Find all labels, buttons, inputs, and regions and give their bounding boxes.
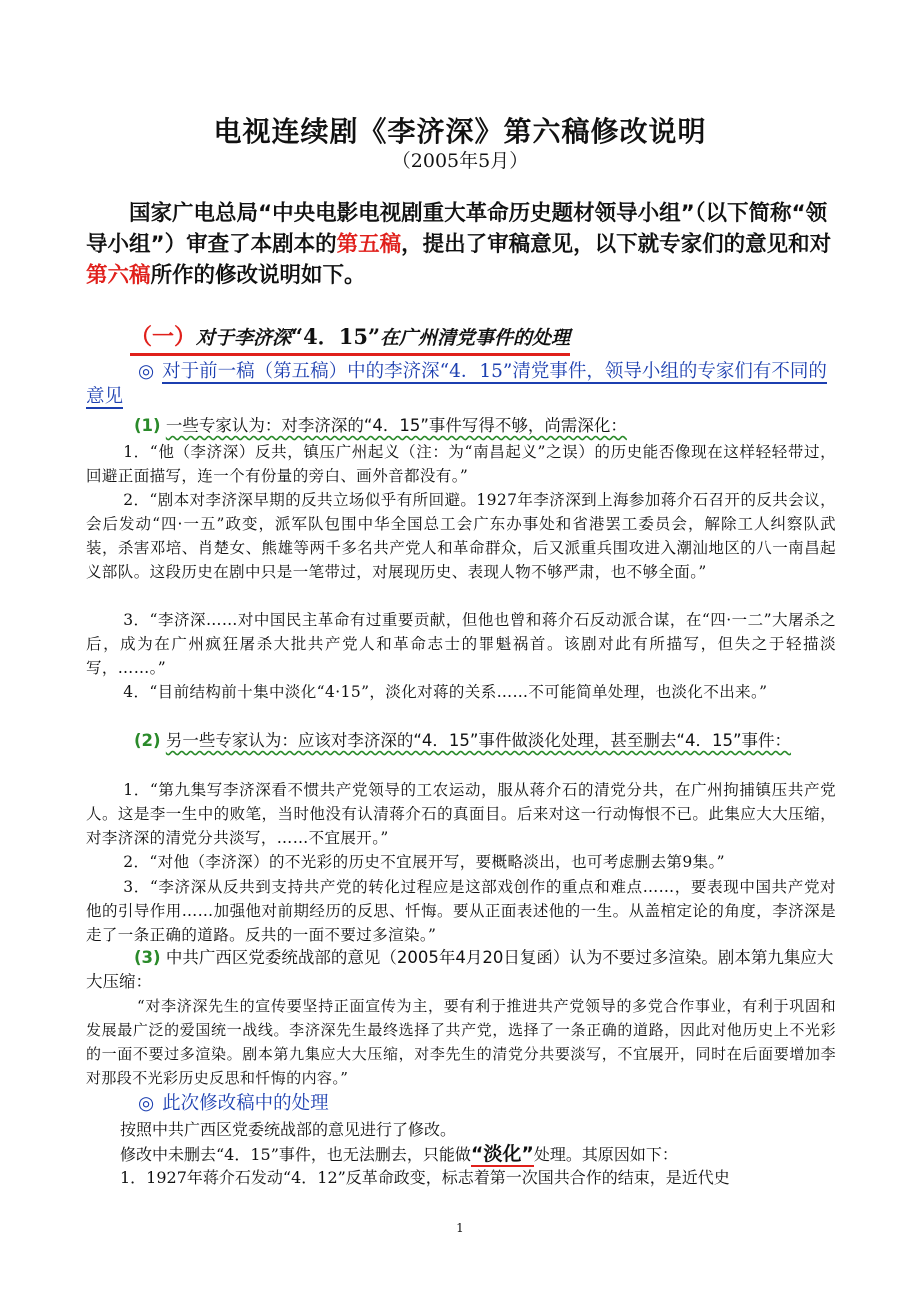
revision-line-2-pre: 修改中未删去“4．15”事件，也无法删去，只能做: [120, 1145, 471, 1164]
point-1-text: 一些专家认为：对李济深的“4．15”事件写得不够，尚需深化：: [165, 416, 627, 435]
point-3-number: (3): [134, 948, 161, 967]
point-2-text: 另一些专家认为：应该对李济深的“4．15”事件做淡化处理，甚至删去“4．15”事件：: [165, 731, 792, 750]
revision-line-2: [120, 1142, 836, 1167]
point-1-heading: [86, 414, 836, 438]
list-item: 3．“李济深……对中国民主革命有过重要贡献，但他也曾和蒋介石反动派合谋，在“四·一二”大屠杀之后，成为在广州疯狂屠杀大批共产党人和革命志士的罪魁祸首。该剧对此有所描写，但失之于轻描淡写，……。”: [86, 611, 836, 677]
revision-line-3: 1．1927年蒋介石发动“4．12”反革命政变，标志着第一次国共合作的结束，是近代史: [120, 1168, 730, 1187]
revision-line-1: 按照中共广西区党委统战部的意见进行了修改。: [120, 1120, 457, 1139]
list-item: 2．“对他（李济深）的不光彩的历史不宜展开写，要概略淡出，也可考虑删去第9集。”: [123, 853, 726, 871]
section-text-a: 对于李济深: [196, 327, 292, 349]
desalinate-emphasis: “淡化”: [470, 1143, 534, 1165]
point-1-number: (1): [134, 416, 161, 435]
list-item: 4．“目前结构前十集中淡化“4·15”，淡化对蒋的关系……不可能简单处理，也淡化不出来。”: [123, 683, 768, 701]
intro-text-2: ，提出了审稿意见，以下就专家们的意见和对: [401, 232, 832, 257]
double-circle-icon: ◎: [138, 1093, 155, 1114]
draft-five-highlight: 第五稿: [336, 232, 402, 257]
list-item: 3．“李济深从反共到支持共产党的转化过程应是这部戏创作的重点和难点……，要表现中国共产党对他的引导作用……加强他对前期经历的反思、忏悔。要从正面表述他的一生。从盖棺定论的角度，李济深是走了一条正确的道路。反共的一面不要过多渲染。”: [86, 878, 836, 944]
revision-line-2-post: 处理。其原因如下：: [533, 1145, 678, 1164]
double-circle-icon: ◎: [138, 361, 155, 382]
subheading-text: 对于前一稿（第五稿）中的李济深“4．15”清党事件，领导小组的专家们有不同的意见: [86, 361, 827, 407]
list-item: 1．“他（李济深）反共，镇压广州起义（注：为“南昌起义”之误）的历史能否像现在这样轻轻带过，回避正面描写，连一个有份量的旁白、画外音都没有。”: [86, 443, 836, 485]
document-date: （2005年5月）: [391, 150, 529, 172]
section-event-label: “4．15”: [291, 324, 381, 349]
section-heading-1: [130, 320, 570, 356]
draft-six-highlight: 第六稿: [86, 263, 151, 288]
subheading-revision: [86, 1091, 836, 1116]
intro-text-3: 所作的修改说明如下。: [150, 263, 366, 288]
section-number: （一）: [130, 325, 197, 350]
list-item: 1．“第九集写李济深看不惯共产党领导的工农运动，服从蒋介石的清党分共，在广州拘捕镇压共产党人。这是李一生中的败笔，当时他没有认清蒋介石的真面目。后来对这一行动悔恨不已。此集应大大压缩，对李济深的清党分共淡写，……不宜展开。”: [86, 781, 836, 847]
intro-text-1: 国家广电总局“中央电影电视剧重大革命历史题材领导小组”（以下简称“领导小组”）审查了本剧本的: [86, 201, 828, 257]
list-item: 2．“剧本对李济深早期的反共立场似乎有所回避。1927年李济深到上海参加蒋介石召开的反共会议，会后发动“四·一五”政变，派军队包围中华全国总工会广东办事处和省港罢工委员会，解除工人纠察队武装，杀害邓培、肖楚女、熊雄等两千多名共产党人和革命群众，后又派重兵围攻进入潮汕地区的八一南昌起义部队。这段历史在剧中只是一笔带过，对展现历史、表现人物不够严肃，也不够全面。”: [86, 491, 836, 581]
section-text-b: 在广州清党事件的处理: [380, 327, 571, 349]
intro-paragraph: [86, 198, 836, 291]
subheading-expert-opinions: [86, 359, 836, 409]
point-2-heading: [86, 729, 836, 753]
document-title: 电视连续剧《李济深》第六稿修改说明: [213, 115, 707, 148]
point-2-number: (2): [134, 731, 161, 750]
point-3-heading: [86, 946, 836, 994]
subheading-revision-text: 此次修改稿中的处理: [162, 1093, 329, 1114]
point-3-text: 中共广西区党委统战部的意见（2005年4月20日复函）认为不要过多渲染。剧本第九集应大大压缩：: [86, 948, 834, 991]
page-number: 1: [456, 1221, 464, 1235]
quoted-opinion: “对李济深先生的宣传要坚持正面宣传为主，要有利于推进共产党领导的多党合作事业，有利于巩固和发展最广泛的爱国统一战线。李济深先生最终选择了共产党，选择了一条正确的道路，因此对他历史上不光彩的一面不要过多渲染。剧本第九集应大大压缩，对李先生的清党分共要淡写，不宜展开，同时在后面要增加李对那段不光彩历史反思和忏悔的内容。”: [86, 997, 836, 1087]
